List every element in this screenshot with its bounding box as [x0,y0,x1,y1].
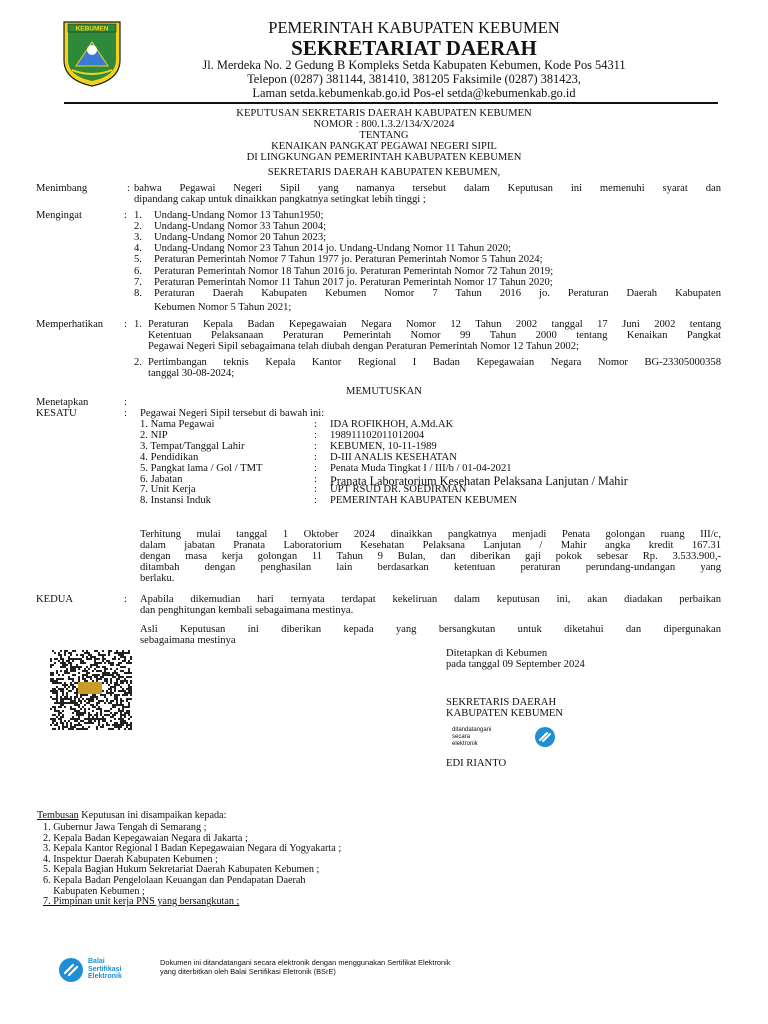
employee-field-label: 3. Tempat/Tanggal Lahir [140,440,245,452]
employee-field-value: UPT RSUD DR. SOEDIRMAN [330,484,467,496]
mengingat-item-8-cont: Kebumen Nomor 5 Tahun 2021; [154,302,292,313]
kesatu-para-5: berlaku. [140,573,175,584]
tembusan-title-rest: Keputusan ini disampaikan kepada: [78,810,227,821]
kesatu-para-1: Terhitung mulai tanggal 1 Oktober 2024 dinaikkan pangkatnya menjadi Penata golongan ruang III/c, [140,529,721,540]
mengingat-item-text: Undang-Undang Nomor 33 Tahun 2004; [154,221,327,233]
mengingat-item-number: 2. [134,221,142,233]
menetapkan-colon: : [124,397,127,408]
signatory-name: EDI RIANTO [446,758,507,769]
memperhatikan-1-line-1: Peraturan Kepala Badan Kepegawaian Negara Nomor 12 Tahun 2002 tanggal 17 Juni 2002 tentang [148,319,721,330]
mengingat-item-text: Peraturan Pemerintah Nomor 7 Tahun 1977 jo. Peraturan Pemerintah Nomor 5 Tahun 2024; [154,254,543,266]
mengingat-label: Mengingat [36,210,82,221]
kedua-colon: : [124,594,127,605]
signature-place: Ditetapkan di Kebumen [446,648,548,659]
menimbang-colon: : [127,183,130,194]
menetapkan-label: Menetapkan [36,397,89,408]
kesatu-para-3: dengan masa kerja golongan 11 Tahun 9 Bulan, dan diberikan gaji pokok sebesar Rp. 3.533.900,- [140,551,721,562]
employee-field-colon: : [314,419,317,430]
mengingat-colon: : [124,210,127,221]
employee-field-colon: : [314,451,317,463]
mengingat-item-text: Undang-Undang Nomor 13 Tahun1950; [154,210,324,221]
employee-field-label: 6. Jabatan [140,473,183,485]
kedua-label: KEDUA [36,594,74,605]
header-government: PEMERINTAH KABUPATEN KEBUMEN [268,18,560,37]
employee-field-label: 5. Pangkat lama / Gol / TMT [140,462,263,474]
footer-note-2: yang diterbitkan oleh Balai Sertifikasi Eletronik (BSrE) [160,967,336,976]
mengingat-item-number: 1. [134,210,142,221]
tembusan-item: 6. Kepala Badan Pengelolaan Keuangan dan Pendapatan Daerah [43,875,306,886]
employee-field-label: 8. Instansi Induk [140,495,211,507]
signatory-office-2: KABUPATEN KEBUMEN [446,708,564,719]
tembusan-item: Kabupaten Kebumen ; [43,885,145,897]
mengingat-item-text: Peraturan Pemerintah Nomor 18 Tahun 2016 jo. Peraturan Pemerintah Nomor 72 Tahun 2019; [154,265,554,277]
decree-title: KEPUTUSAN SEKRETARIS DAERAH KABUPATEN KEBUMEN [236,108,532,119]
employee-field-colon: : [314,440,317,452]
tembusan-title [37,810,226,821]
mengingat-item-number: 4. [134,243,142,255]
tembusan-item: 3. Kepala Kantor Regional I Badan Kepegawaian Negara di Yogyakarta ; [43,843,342,855]
e-sign-text-2: secara [452,734,471,740]
memperhatikan-colon: : [124,319,127,330]
employee-field-label: 4. Pendidikan [140,451,199,463]
mengingat-item-number: 5. [134,254,142,266]
decree-subject-1: KENAIKAN PANGKAT PEGAWAI NEGERI SIPIL [271,141,497,152]
kedua-line-1: Apabila dikemudian hari ternyata terdapat kekeliruan dalam keputusan ini, akan diadakan perbaikan [140,594,721,605]
mengingat-item-number: 6. [134,265,142,277]
bsre-text-2: Sertifikasi [88,965,122,973]
employee-field-label: 1. Nama Pegawai [140,419,215,430]
decree-subject-2: DI LINGKUNGAN PEMERINTAH KABUPATEN KEBUMEN [246,152,522,163]
tembusan-item: 5. Kepala Bagian Hukum Sekretariat Daerah Kabupaten Kebumen ; [43,864,320,876]
kesatu-label: KESATU [36,408,77,419]
employee-field-colon: : [314,495,317,507]
bsre-logo-icon [58,957,84,983]
memperhatikan-num-2: 2. [134,357,142,368]
employee-field-label: 2. NIP [140,429,168,441]
employee-field-colon: : [314,462,317,474]
employee-field-value: IDA ROFIKHOH, A.Md.AK [330,419,454,430]
kesatu-para-4: ditambah dengan penghasilan lain berdasarkan ketentuan peraturan perundang-undangan yang [140,562,721,573]
bsre-logo-text [88,958,122,981]
employee-field-label: 7. Unit Kerja [140,484,196,496]
issuer-title: SEKRETARIS DAERAH KABUPATEN KEBUMEN, [267,167,501,178]
signatory-office-1: SEKRETARIS DAERAH [446,697,557,708]
memperhatikan-2-line-2: tanggal 30-08-2024; [148,368,235,379]
employee-field-colon: : [314,484,317,496]
e-sign-text-3: elektronik [452,741,478,747]
logo-lettering: KEBUMEN [75,25,109,33]
memperhatikan-1-line-3: Pegawai Negeri Sipil sebagaimana telah diubah dengan Peraturan Pemerintah Nomor 12 Tahun 2002; [148,341,579,352]
header-website: Laman setda.kebumenkab.go.id Pos-el setda@kebumenkab.go.id [252,86,576,100]
mengingat-item-number: 7. [134,276,142,288]
employee-field-value: 198911102011012004 [330,429,425,441]
tembusan-item: 1. Gubernur Jawa Tengah di Semarang ; [43,822,207,833]
employee-field-value: PEMERINTAH KABUPATEN KEBUMEN [330,495,518,507]
employee-field-value: Pranata Laboratorium Kesehatan Pelaksana Lanjutan / Mahir [330,473,628,488]
bsre-seal-icon [534,726,556,748]
kesatu-intro: Pegawai Negeri Sipil tersebut di bawah ini: [140,408,325,419]
signature-date: pada tanggal 09 September 2024 [446,659,585,670]
bsre-text-1: Balai [88,958,105,965]
tembusan-item: 7. Pimpinan unit kerja PNS yang bersangkutan ; [43,896,240,908]
memperhatikan-2-line-1: Pertimbangan teknis Kepala Kantor Regional I Badan Kepegawaian Negara Nomor BG-23305000358 [148,357,721,368]
e-sign-text-1: ditandatangani [452,727,492,733]
header-office: SEKRETARIAT DAERAH [291,36,537,60]
mengingat-item-text: Peraturan Daerah Kabupaten Kebumen Nomor 7 Tahun 2016 jo. Peraturan Daerah Kabupaten [154,287,721,299]
kedua-line-2: dan penghitungan kembali sebagaimana mestinya. [140,605,354,616]
decree-number: NOMOR : 800.1.3.2/134/X/2024 [313,119,455,130]
mengingat-item-text: Peraturan Pemerintah Nomor 11 Tahun 2017 jo. Peraturan Pemerintah Nomor 17 Tahun 2020; [154,276,553,288]
header-rule [64,102,718,104]
kedua-line-3: Asli Keputusan ini diberikan kepada yang bersangkutan untuk diketahui dan dipergunakan [140,624,721,635]
mengingat-item-text: Undang-Undang Nomor 23 Tahun 2014 jo. Undang-Undang Nomor 11 Tahun 2020; [154,243,511,255]
kesatu-para-2: dalam jabatan Pranata Laboratorium Kesehatan Pelaksana Lanjutan / Mahir angka kredit 167.31 [140,540,721,551]
memperhatikan-num-1: 1. [134,319,142,330]
mengingat-item-number: 8. [134,287,142,299]
header-address: Jl. Merdeka No. 2 Gedung B Kompleks Setda Kabupaten Kebumen, Kode Pos 54311 [202,58,626,72]
kedua-line-4: sebagaimana mestinya [140,635,236,646]
tembusan-item: 4. Inspektur Daerah Kabupaten Kebumen ; [43,853,218,865]
menimbang-text-1: bahwa Pegawai Negeri Sipil yang namanya tersebut dalam Keputusan ini memenuhi syarat dan [134,183,721,194]
tembusan-title-underlined: Tembusan [37,810,79,821]
employee-field-value: KEBUMEN, 10-11-1989 [330,440,437,452]
menimbang-label: Menimbang [36,183,88,194]
bsre-text-3: Elektronik [88,973,122,980]
memutuskan-heading: MEMUTUSKAN [346,386,422,397]
e-sign-stamp [452,727,491,748]
employee-field-colon: : [314,473,317,485]
header-phone: Telepon (0287) 381144, 381410, 381205 Faksimile (0287) 381423, [247,72,581,86]
memperhatikan-1-line-2: Ketentuan Pelaksanaan Peraturan Pemerintah Nomor 99 Tahun 2000 tentang Kenaikan Pangkat [148,330,721,341]
mengingat-item-text: Undang-Undang Nomor 20 Tahun 2023; [154,232,327,244]
footer-note-1: Dokumen ini ditandatangani secara elektronik dengan menggunakan Sertifikat Elektronik [160,958,451,967]
employee-field-value: D-III ANALIS KESEHATAN [330,451,457,463]
kesatu-colon: : [124,408,127,419]
decree-about: TENTANG [359,130,409,141]
menimbang-text-2: dipandang cakap untuk dinaikkan pangkatnya setingkat lebih tinggi ; [134,194,426,205]
verification-qr-code [50,650,132,730]
employee-field-value: Penata Muda Tingkat I / III/b / 01-04-2021 [330,462,512,474]
memperhatikan-label: Memperhatikan [36,319,104,330]
employee-field-colon: : [314,429,317,441]
tembusan-item: 2. Kepala Badan Kepegawaian Negara di Jakarta ; [43,832,248,844]
mengingat-item-number: 3. [134,232,142,244]
